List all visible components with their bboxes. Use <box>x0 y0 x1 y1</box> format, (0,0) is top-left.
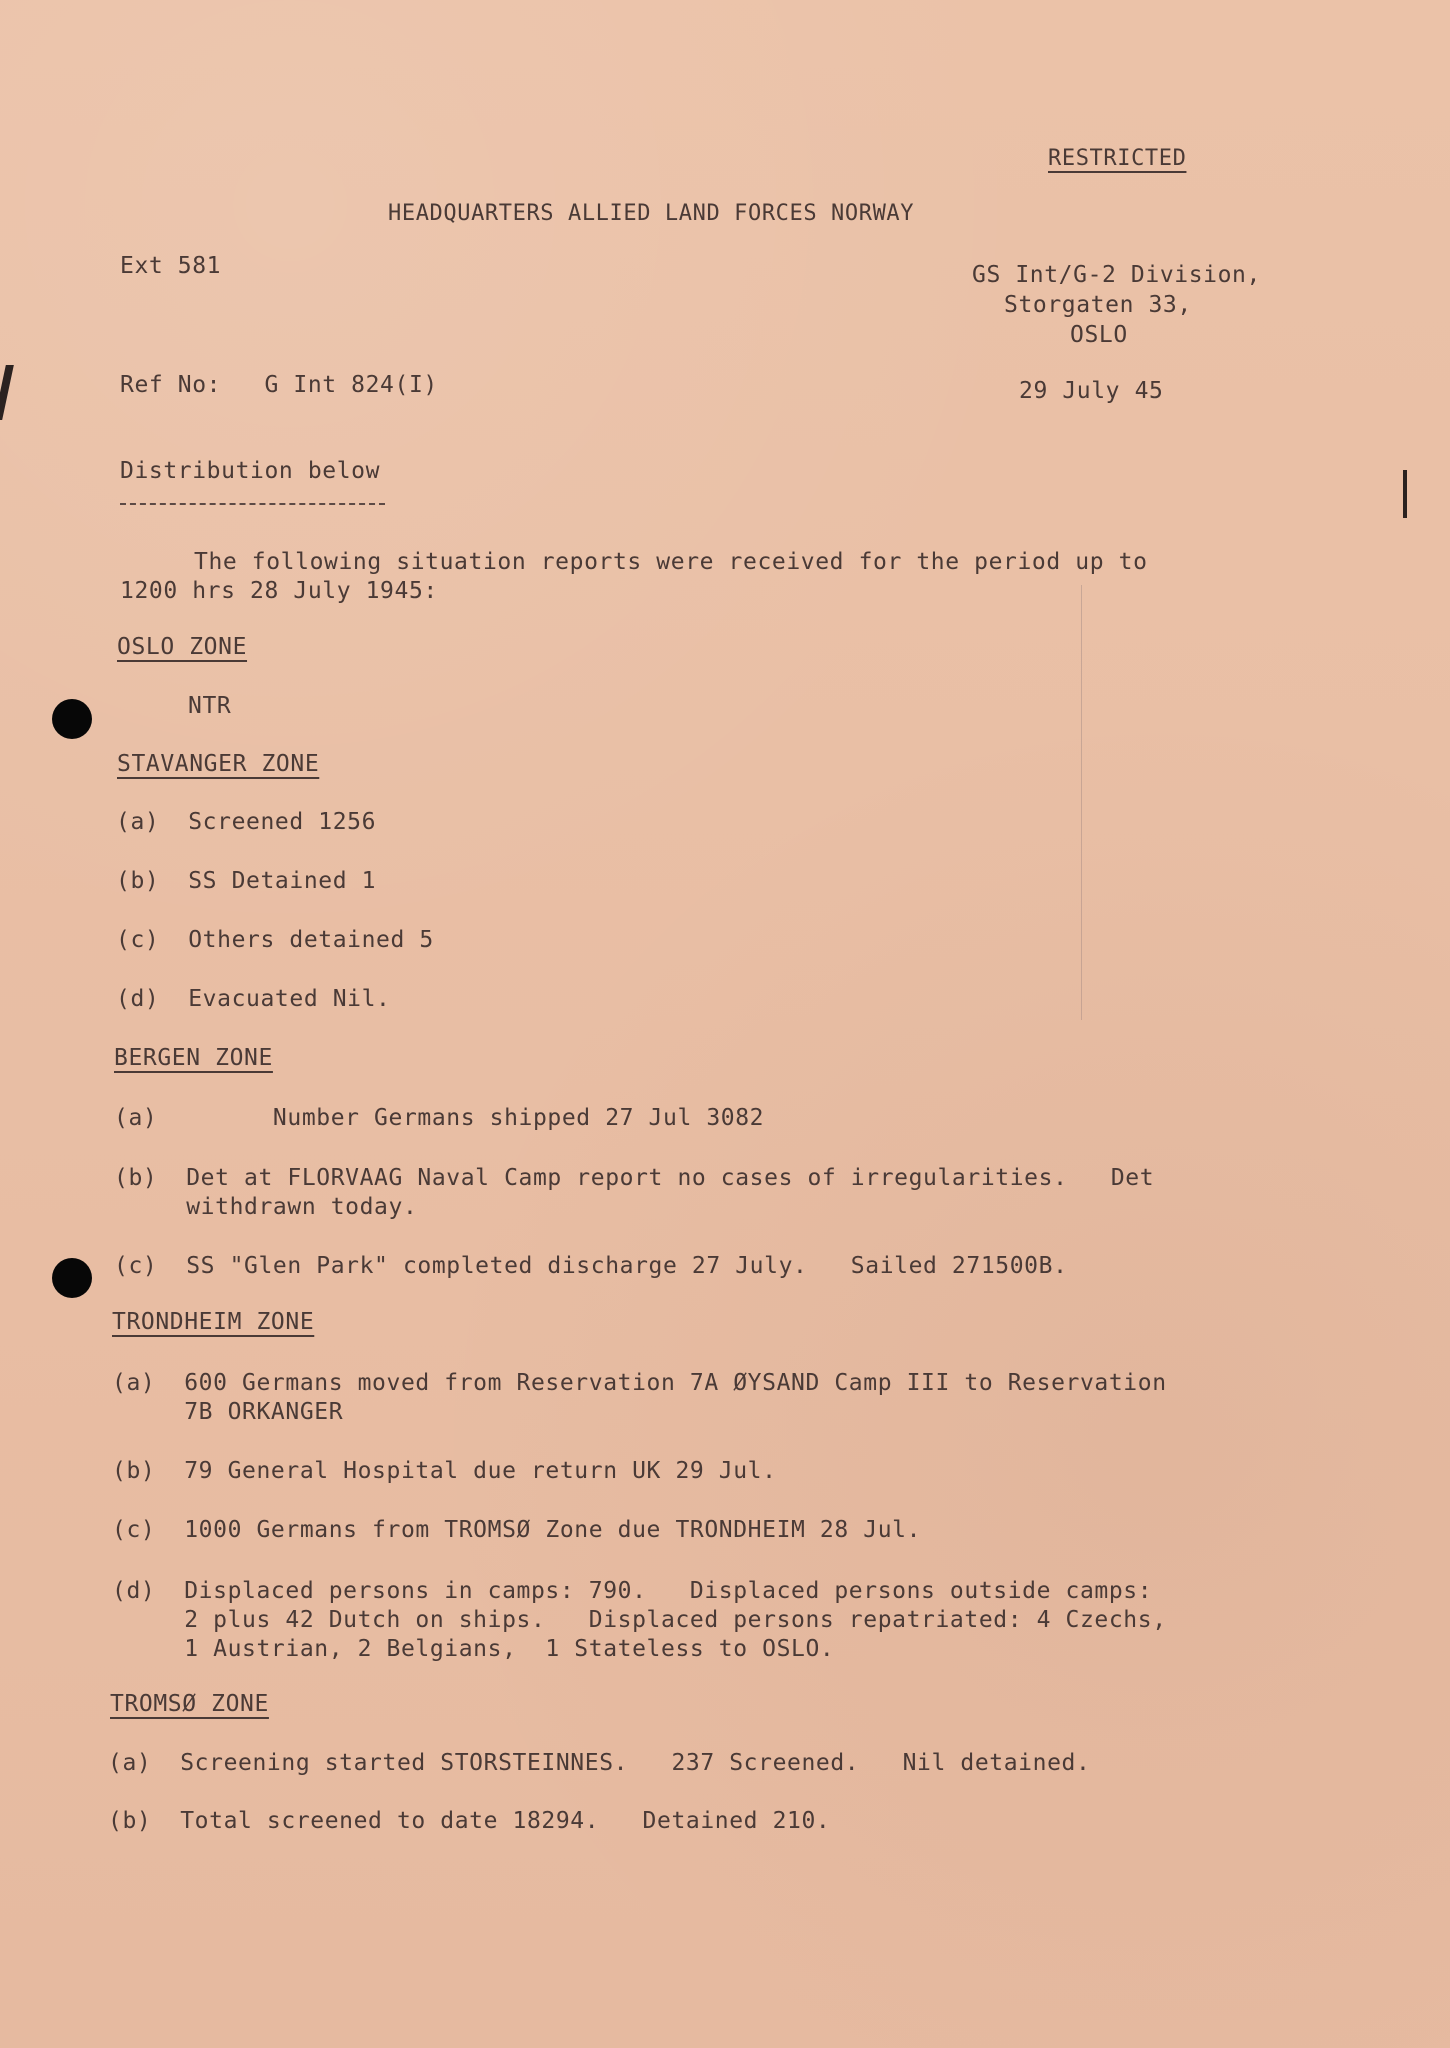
tromso-item-a: (a) Screening started STORSTEINNES. 237 Screened. Nil detained. <box>108 1750 1091 1776</box>
bergen-item-b-line-1: (b) Det at FLORVAAG Naval Camp report no cases of irregularities. Det <box>114 1165 1155 1191</box>
address-line-2: Storgaten 33, <box>1004 292 1192 318</box>
trondheim-item-b: (b) 79 General Hospital due return UK 29 Jul. <box>112 1458 777 1484</box>
trondheim-item-a-line-2: 7B ORKANGER <box>112 1399 344 1425</box>
headquarters-title: HEADQUARTERS ALLIED LAND FORCES NORWAY <box>388 201 915 226</box>
stavanger-zone-heading: STAVANGER ZONE <box>117 751 320 777</box>
distribution-dashed-rule <box>120 503 385 505</box>
address-line-1: GS Int/G-2 Division, <box>972 262 1261 288</box>
trondheim-item-c: (c) 1000 Germans from TROMSØ Zone due TRONDHEIM 28 Jul. <box>112 1517 922 1543</box>
stavanger-item-d: (d) Evacuated Nil. <box>116 986 391 1012</box>
trondheim-zone-heading: TRONDHEIM ZONE <box>112 1309 315 1335</box>
trondheim-item-d-line-3: 1 Austrian, 2 Belgians, 1 Stateless to OSLO. <box>112 1636 835 1662</box>
trondheim-item-a-line-1: (a) 600 Germans moved from Reservation 7A ØYSAND Camp III to Reservation <box>112 1370 1167 1396</box>
intro-line-1: The following situation reports were received for the period up to <box>194 549 1148 575</box>
address-line-3: OSLO <box>1070 322 1128 348</box>
classification-label: RESTRICTED <box>1048 146 1187 171</box>
right-edge-mark <box>1403 470 1407 518</box>
tromso-zone-heading: TROMSØ ZONE <box>110 1691 269 1717</box>
intro-line-2: 1200 hrs 28 July 1945: <box>120 578 438 604</box>
stavanger-item-c: (c) Others detained 5 <box>116 927 434 953</box>
document-date: 29 July 45 <box>1019 378 1164 404</box>
trondheim-item-d-line-2: 2 plus 42 Dutch on ships. Displaced persons repatriated: 4 Czechs, <box>112 1607 1167 1633</box>
stavanger-item-b: (b) SS Detained 1 <box>116 868 377 894</box>
trondheim-item-d-line-1: (d) Displaced persons in camps: 790. Displaced persons outside camps: <box>112 1578 1153 1604</box>
bergen-item-a: (a) Number Germans shipped 27 Jul 3082 <box>114 1105 765 1131</box>
oslo-zone-item: NTR <box>188 693 232 719</box>
margin-rule <box>1081 585 1082 1020</box>
distribution-label: Distribution below <box>120 458 381 484</box>
bergen-item-b-line-2: withdrawn today. <box>114 1194 418 1220</box>
punch-hole-bottom <box>52 1258 92 1298</box>
left-edge-mark <box>0 365 14 420</box>
bergen-item-c: (c) SS "Glen Park" completed discharge 27 July. Sailed 271500B. <box>114 1253 1068 1279</box>
bergen-zone-heading: BERGEN ZONE <box>114 1045 273 1071</box>
reference-number: Ref No: G Int 824(I) <box>120 372 438 398</box>
punch-hole-top <box>52 699 92 739</box>
ext-number: Ext 581 <box>120 253 222 279</box>
stavanger-item-a: (a) Screened 1256 <box>116 809 377 835</box>
tromso-item-b: (b) Total screened to date 18294. Detained 210. <box>108 1808 831 1834</box>
oslo-zone-heading: OSLO ZONE <box>117 634 248 660</box>
